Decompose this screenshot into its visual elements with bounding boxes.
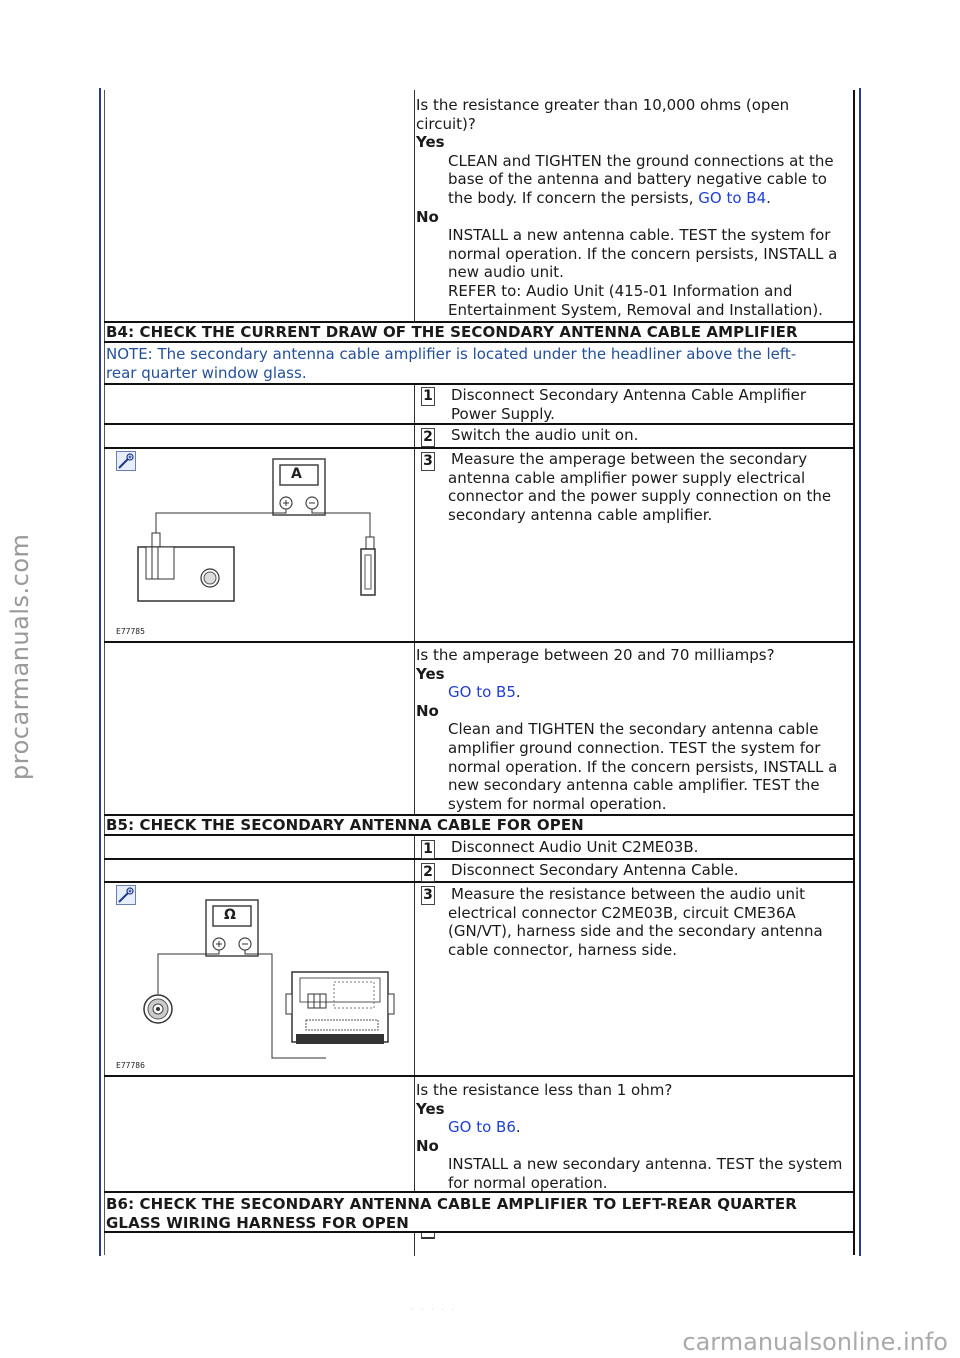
- no-action: INSTALL a new secondary antenna. TEST the system for normal operation.: [448, 1155, 843, 1192]
- page-right-border: [859, 88, 861, 1256]
- refer-text: REFER to: Audio Unit (415-01 Information and Entertainment System, Removal and Installation).: [448, 281, 823, 319]
- result-block-b3: [416, 96, 852, 319]
- step-text: Disconnect Secondary Antenna Cable Amplifier Power Supply.: [451, 386, 807, 423]
- no-label: No: [416, 1136, 439, 1155]
- column-divider: [414, 1232, 415, 1256]
- question-text: Is the amperage between 20 and 70 milliamps?: [416, 646, 775, 664]
- meter-symbol: Ω: [224, 907, 236, 923]
- yes-action: GO to B6.: [448, 1118, 521, 1137]
- watermark-bottom: carmanualsonline.info: [682, 1328, 948, 1356]
- section-title-b5: B5: CHECK THE SECONDARY ANTENNA CABLE FOR OPEN: [106, 816, 584, 834]
- go-to-b4-link[interactable]: GO to B4: [698, 188, 767, 207]
- note-text: NOTE: The secondary antenna cable amplifier is located under the headliner above the left-rear quarter window glass.: [106, 345, 797, 382]
- step-text: Measure the amperage between the secondary antenna cable amplifier power supply electrical connector and the power supply connection on the secondary antenna cable amplifier.: [448, 450, 832, 524]
- watermark-left: procarmanuals.com: [6, 533, 34, 780]
- step-number: 1: [421, 387, 435, 406]
- go-to-b6-link[interactable]: GO to B6: [448, 1118, 516, 1137]
- table-right-border: [853, 90, 855, 1255]
- step-text: Disconnect Audio Unit C2ME03B.: [451, 838, 699, 856]
- column-divider: [414, 90, 415, 322]
- yes-action: GO to B5.: [448, 683, 521, 702]
- yes-label: Yes: [416, 133, 445, 152]
- step-number-box-partial: [421, 1233, 435, 1239]
- page-number-faint: · · · · ·: [410, 1305, 457, 1316]
- no-label: No: [416, 701, 439, 720]
- row-rule: [104, 383, 855, 385]
- step-text: Measure the resistance between the audio unit electrical connector C2ME03B, circuit CME36A (GN/VT), harness side and the secondary antenna cable connector, harness side.: [448, 885, 823, 959]
- yes-label: Yes: [416, 1099, 445, 1118]
- step-number: 3: [421, 886, 435, 905]
- section-title-b6: B6: CHECK THE SECONDARY ANTENNA CABLE AMPLIFIER TO LEFT-REAR QUARTER GLASS WIRING HARNESS FOR OPEN: [106, 1195, 797, 1232]
- row-rule: [104, 423, 855, 425]
- step-text: Switch the audio unit on.: [451, 426, 639, 444]
- page-left-border: [99, 88, 101, 1256]
- row-rule: [104, 858, 855, 860]
- figure-id: E77786: [116, 1061, 145, 1070]
- row-rule: [104, 447, 855, 449]
- no-action: Clean and TIGHTEN the secondary antenna cable amplifier ground connection. TEST the system for normal operation. If the concern persists, INSTALL a new secondary antenna cable amplifier. TEST the system for normal operation.: [448, 720, 838, 813]
- row-rule: [104, 881, 855, 883]
- table-left-border: [104, 90, 105, 1255]
- step-number: 2: [421, 863, 435, 882]
- go-to-b5-link[interactable]: GO to B5: [448, 683, 516, 702]
- result-block-b5: [416, 1081, 852, 1193]
- step-number: 3: [421, 452, 435, 471]
- step-number: 1: [421, 840, 435, 859]
- no-label: No: [416, 207, 439, 226]
- meter-symbol: A: [291, 466, 302, 482]
- amperage-measurement-diagram: [130, 455, 400, 615]
- figure-id: E77785: [116, 627, 145, 636]
- step-number: 2: [421, 428, 435, 447]
- column-divider: [414, 835, 415, 1192]
- resistance-measurement-diagram: [130, 894, 400, 1064]
- row-rule: [104, 641, 855, 643]
- question-text: Is the resistance less than 1 ohm?: [416, 1081, 673, 1099]
- no-action: INSTALL a new antenna cable. TEST the system for normal operation. If the concern persists, INSTALL a new audio unit.: [448, 226, 838, 282]
- step-text: Disconnect Secondary Antenna Cable.: [451, 861, 739, 879]
- yes-label: Yes: [416, 664, 445, 683]
- amplifier-connector: [361, 549, 375, 595]
- result-block-b4: [416, 646, 852, 813]
- row-rule: [104, 1075, 855, 1077]
- question-text: Is the resistance greater than 10,000 ohms (open circuit)?: [416, 96, 790, 133]
- yes-action: CLEAN and TIGHTEN the ground connections at the base of the antenna and battery negative cable to the body. If concern the persists, GO to B4.: [448, 151, 834, 207]
- section-title-b4: B4: CHECK THE CURRENT DRAW OF THE SECONDARY ANTENNA CABLE AMPLIFIER: [106, 323, 798, 341]
